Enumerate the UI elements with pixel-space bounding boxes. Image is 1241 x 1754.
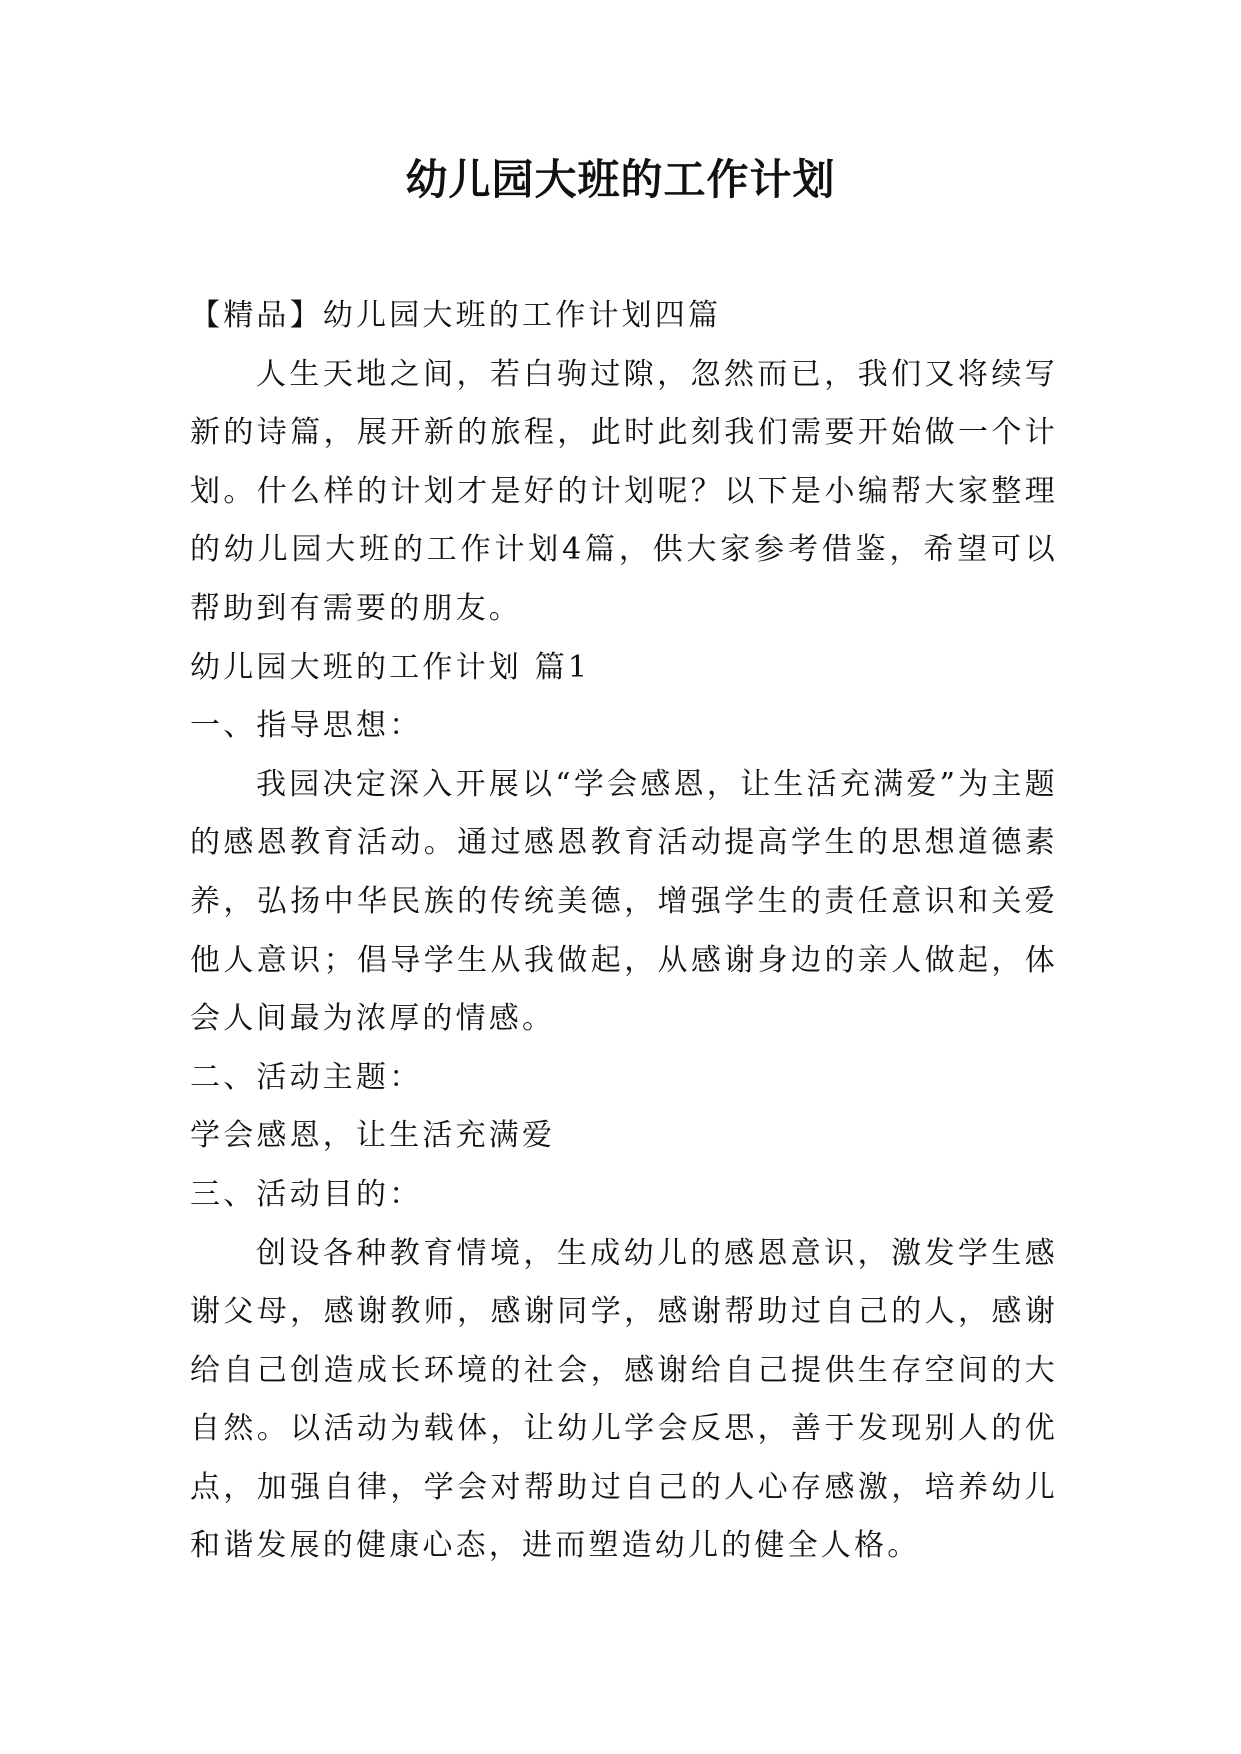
paragraph-guiding-thought: 我园决定深入开展以“学会感恩，让生活充满爱”为主题的感恩教育活动。通过感恩教育活动提高学生的思想道德素养，弘扬中华民族的传统美德，增强学生的责任意识和关爱他人意识；倡导学生从我做起，从感谢身边的亲人做起，体会人间最为浓厚的情感。 (190, 766, 1058, 1037)
paragraph-activity-purpose: 创设各种教育情境，生成幼儿的感恩意识，激发学生感谢父母，感谢教师，感谢同学，感谢帮助过自己的人，感谢给自己创造成长环境的社会，感谢给自己提供生存空间的大自然。以活动为载体，让幼儿学会反思，善于发现别人的优点，加强自律，学会对帮助过自己的人心存感激，培养幼儿和谐发展的健康心态，进而塑造幼儿的健全人格。 (190, 1235, 1058, 1564)
document-body (190, 287, 1058, 1576)
activity-theme-text: 学会感恩，让生活充满爱 (190, 1118, 556, 1154)
document-subtitle: 【精品】幼儿园大班的工作计划四篇 (190, 298, 722, 333)
intro-paragraph: 人生天地之间，若白驹过隙，忽然而已，我们又将续写新的诗篇，展开新的旅程，此时此刻我们需要开始做一个计划。什么样的计划才是好的计划呢？以下是小编帮大家整理的幼儿园大班的工作计划4篇，供大家参考借鉴，希望可以帮助到有需要的朋友。 (190, 356, 1058, 626)
heading-activity-purpose: 三、活动目的： (190, 1176, 423, 1212)
document-title: 幼儿园大班的工作计划 (405, 155, 836, 204)
heading-guiding-thought: 一、指导思想： (190, 708, 423, 744)
section-heading: 幼儿园大班的工作计划 篇1 (190, 649, 591, 685)
heading-activity-theme: 二、活动主题： (190, 1059, 423, 1095)
